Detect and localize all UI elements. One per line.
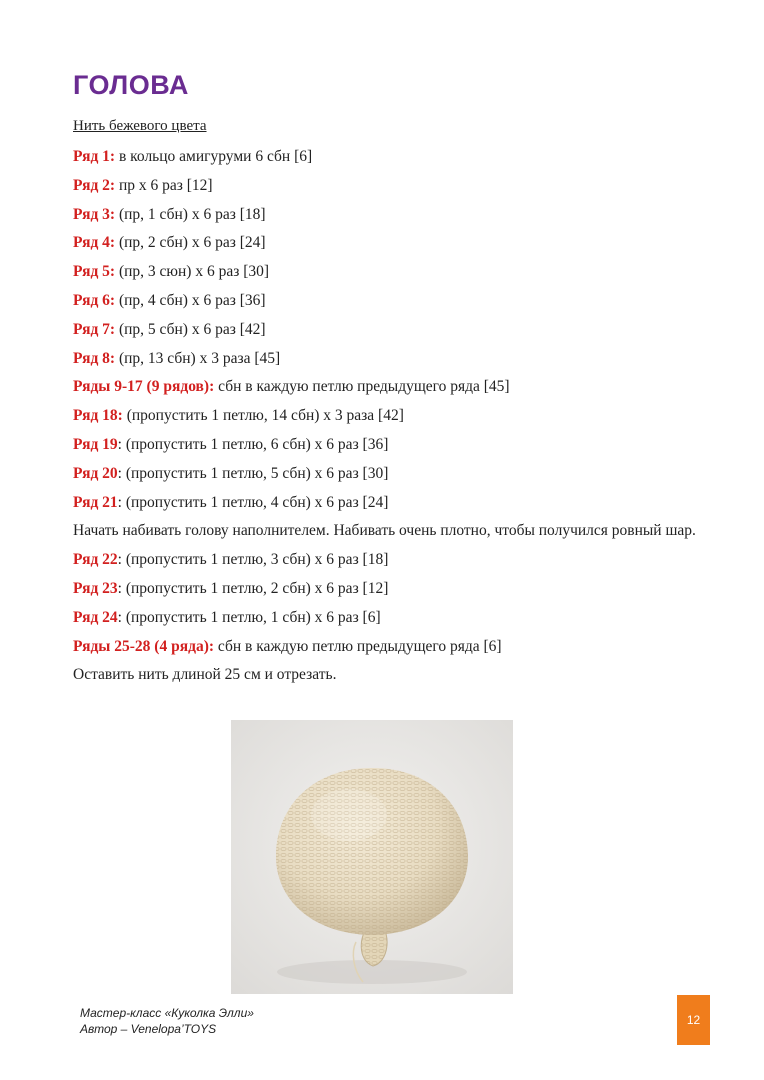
pattern-row <box>73 575 713 604</box>
pattern-row <box>73 316 713 345</box>
pattern-row <box>73 373 713 402</box>
page-number: 12 <box>677 995 710 1045</box>
crochet-head-photo <box>231 720 513 994</box>
row-text: пр х 6 раз [12] <box>115 176 213 194</box>
row-text: : (пропустить 1 петлю, 4 сбн) х 6 раз [24] <box>117 493 389 511</box>
pattern-row <box>73 229 713 258</box>
pattern-row <box>73 143 713 172</box>
row-label: Ряд 20 <box>73 464 118 482</box>
footer <box>80 1005 254 1037</box>
pattern-row <box>73 258 713 287</box>
pattern-row <box>73 546 713 575</box>
row-label: Ряд 6: <box>73 291 116 309</box>
pattern-rows <box>73 143 713 690</box>
row-label: Ряд 19 <box>73 435 118 453</box>
row-text: сбн в каждую петлю предыдущего ряда [45] <box>214 378 510 396</box>
row-label: Ряд 4: <box>73 234 116 252</box>
row-text: (пр, 13 сбн) х 3 раза [45] <box>115 349 281 367</box>
pattern-row <box>73 489 713 518</box>
row-label: Ряд 7: <box>73 320 116 338</box>
row-text: : (пропустить 1 петлю, 1 сбн) х 6 раз [6] <box>117 608 381 626</box>
pattern-row <box>73 460 713 489</box>
pattern-row <box>73 604 713 633</box>
row-label: Ряды 9-17 (9 рядов): <box>73 378 215 396</box>
row-label: Ряд 18: <box>73 407 123 425</box>
pattern-row <box>73 633 713 662</box>
closing-note: Оставить нить длиной 25 см и отрезать. <box>73 666 337 684</box>
row-label: Ряд 3: <box>73 205 116 223</box>
row-label: Ряд 24 <box>73 608 118 626</box>
pattern-row <box>73 431 713 460</box>
row-text: : (пропустить 1 петлю, 5 сбн) х 6 раз [30] <box>117 464 389 482</box>
yarn-subtitle: Нить бежевого цвета <box>73 118 207 134</box>
row-text: (пр, 4 сбн) х 6 раз [36] <box>115 291 266 309</box>
row-label: Ряд 21 <box>73 493 118 511</box>
pattern-row <box>73 345 713 374</box>
row-text: (пр, 5 сбн) х 6 раз [42] <box>115 320 266 338</box>
row-label: Ряды 25-28 (4 ряда): <box>73 637 215 655</box>
row-text: : (пропустить 1 петлю, 6 сбн) х 6 раз [36] <box>117 435 389 453</box>
row-label: Ряд 1: <box>73 148 116 165</box>
row-text: (пр, 3 сюн) х 6 раз [30] <box>115 263 270 281</box>
pattern-row <box>73 201 713 230</box>
row-label: Ряд 22 <box>73 551 118 569</box>
row-text: (пр, 1 сбн) х 6 раз [18] <box>115 205 266 223</box>
row-label: Ряд 8: <box>73 349 116 367</box>
pattern-row <box>73 402 713 431</box>
pattern-row <box>73 287 713 316</box>
row-label: Ряд 23 <box>73 579 118 597</box>
row-text: : (пропустить 1 петлю, 3 сбн) х 6 раз [18] <box>117 551 389 569</box>
row-text: (пропустить 1 петлю, 14 сбн) х 3 раза [42] <box>122 407 404 425</box>
row-text: (пр, 2 сбн) х 6 раз [24] <box>115 234 266 252</box>
footer-author: Автор – Venelopa’TOYS <box>80 1022 217 1036</box>
row-text: сбн в каждую петлю предыдущего ряда [6] <box>214 637 502 655</box>
page-title: ГОЛОВА <box>73 70 189 100</box>
stuffing-note: Начать набивать голову наполнителем. Набивать очень плотно, чтобы получился ровный шар. <box>73 522 696 540</box>
pattern-row <box>73 172 713 201</box>
row-label: Ряд 2: <box>73 176 116 194</box>
footer-course: Мастер-класс «Куколка Элли» <box>80 1006 254 1020</box>
row-label: Ряд 5: <box>73 263 116 281</box>
row-text: в кольцо амигуруми 6 сбн [6] <box>115 148 313 165</box>
row-text: : (пропустить 1 петлю, 2 сбн) х 6 раз [12] <box>117 579 389 597</box>
